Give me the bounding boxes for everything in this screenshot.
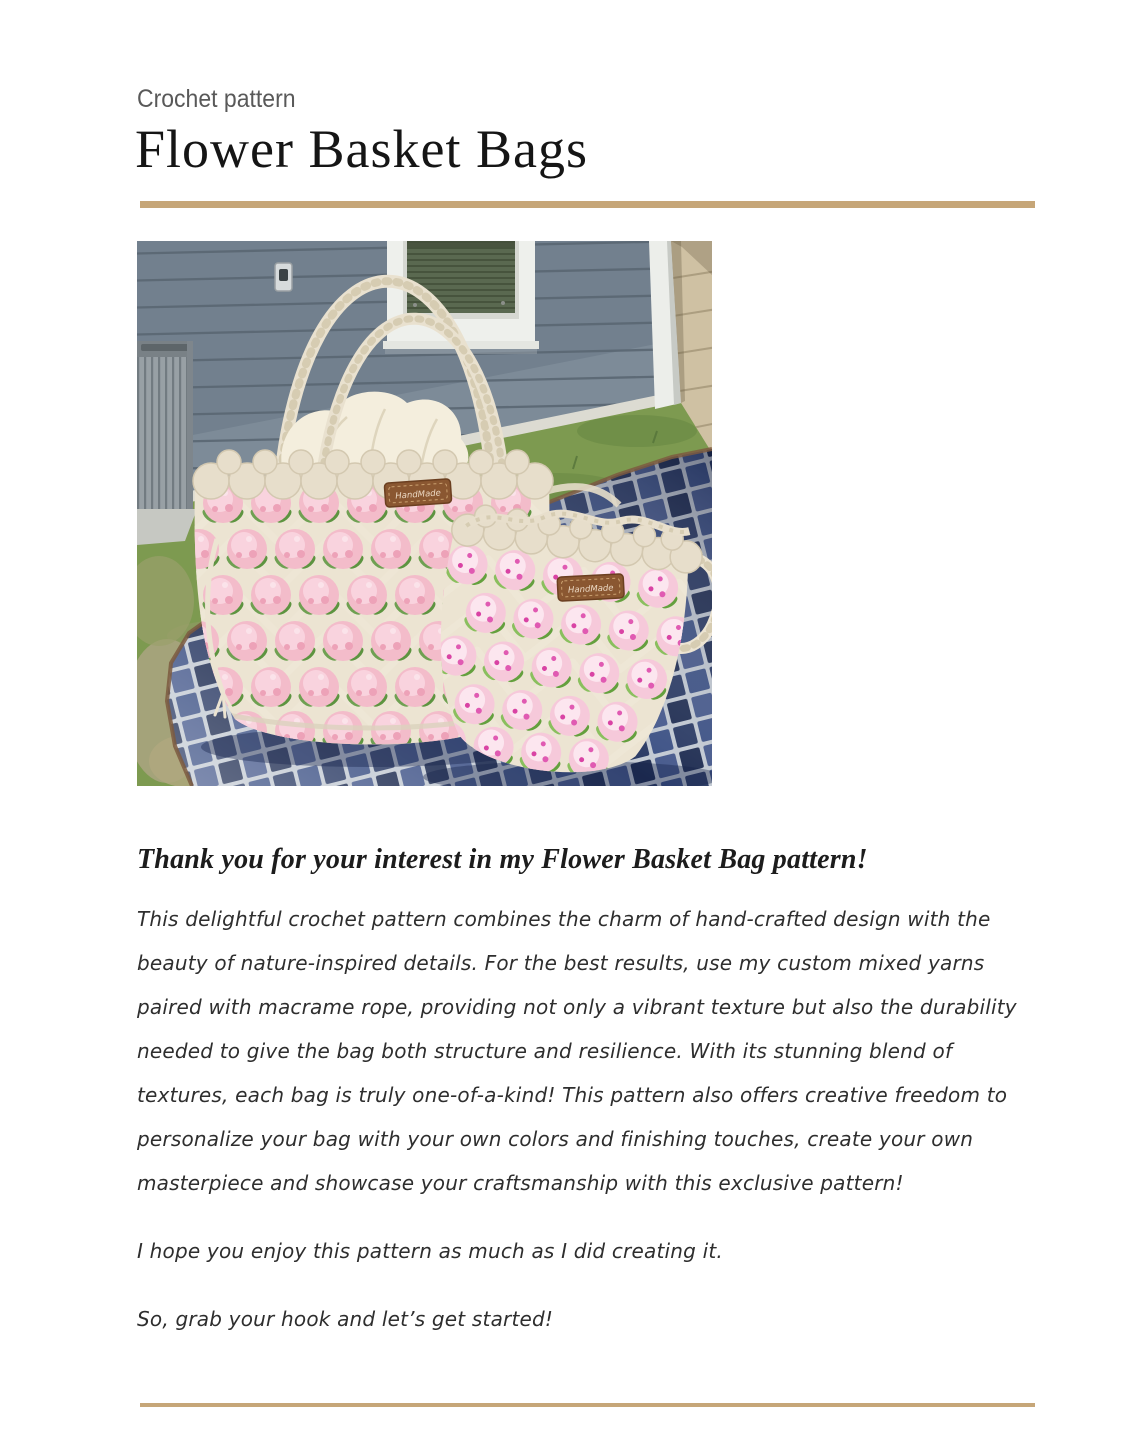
top-divider xyxy=(140,201,1035,208)
bottom-divider xyxy=(140,1403,1035,1407)
thank-you-heading: Thank you for your interest in my Flower Basket Bag pattern! xyxy=(137,843,868,875)
bags-photo-illustration xyxy=(137,241,712,786)
tag-text-left: HandMade xyxy=(395,488,442,502)
handmade-tag-right xyxy=(557,573,624,600)
page-title: Flower Basket Bags xyxy=(135,119,588,180)
intro-paragraph: This delightful crochet pattern combines the charm of hand-crafted design with the beauty of nature-inspired details. For the best results, use my custom mixed yarns paired with macrame rope, providing not only a vibrant texture but also the durability needed to give the bag both structure and resilience. With its stunning blend of textures, each bag is truly one-of-a-kind! This pattern also offers creative freedom to personalize your bag with your own colors and finishing touches, create your own masterpiece and showcase your craftsmanship with this exclusive pattern! xyxy=(137,906,1017,1195)
hope-paragraph: I hope you enjoy this pattern as much as I did creating it. xyxy=(137,1238,723,1263)
letter-section xyxy=(137,840,1042,1341)
ac-unit xyxy=(137,341,193,509)
get-started-paragraph: So, grab your hook and let’s get started! xyxy=(137,1306,554,1331)
handmade-tag-left xyxy=(384,478,452,507)
doorbell-device xyxy=(275,263,292,291)
tag-text-right: HandMade xyxy=(567,582,614,596)
bags-photo xyxy=(137,241,712,786)
eyebrow-label: Crochet pattern xyxy=(137,85,296,113)
